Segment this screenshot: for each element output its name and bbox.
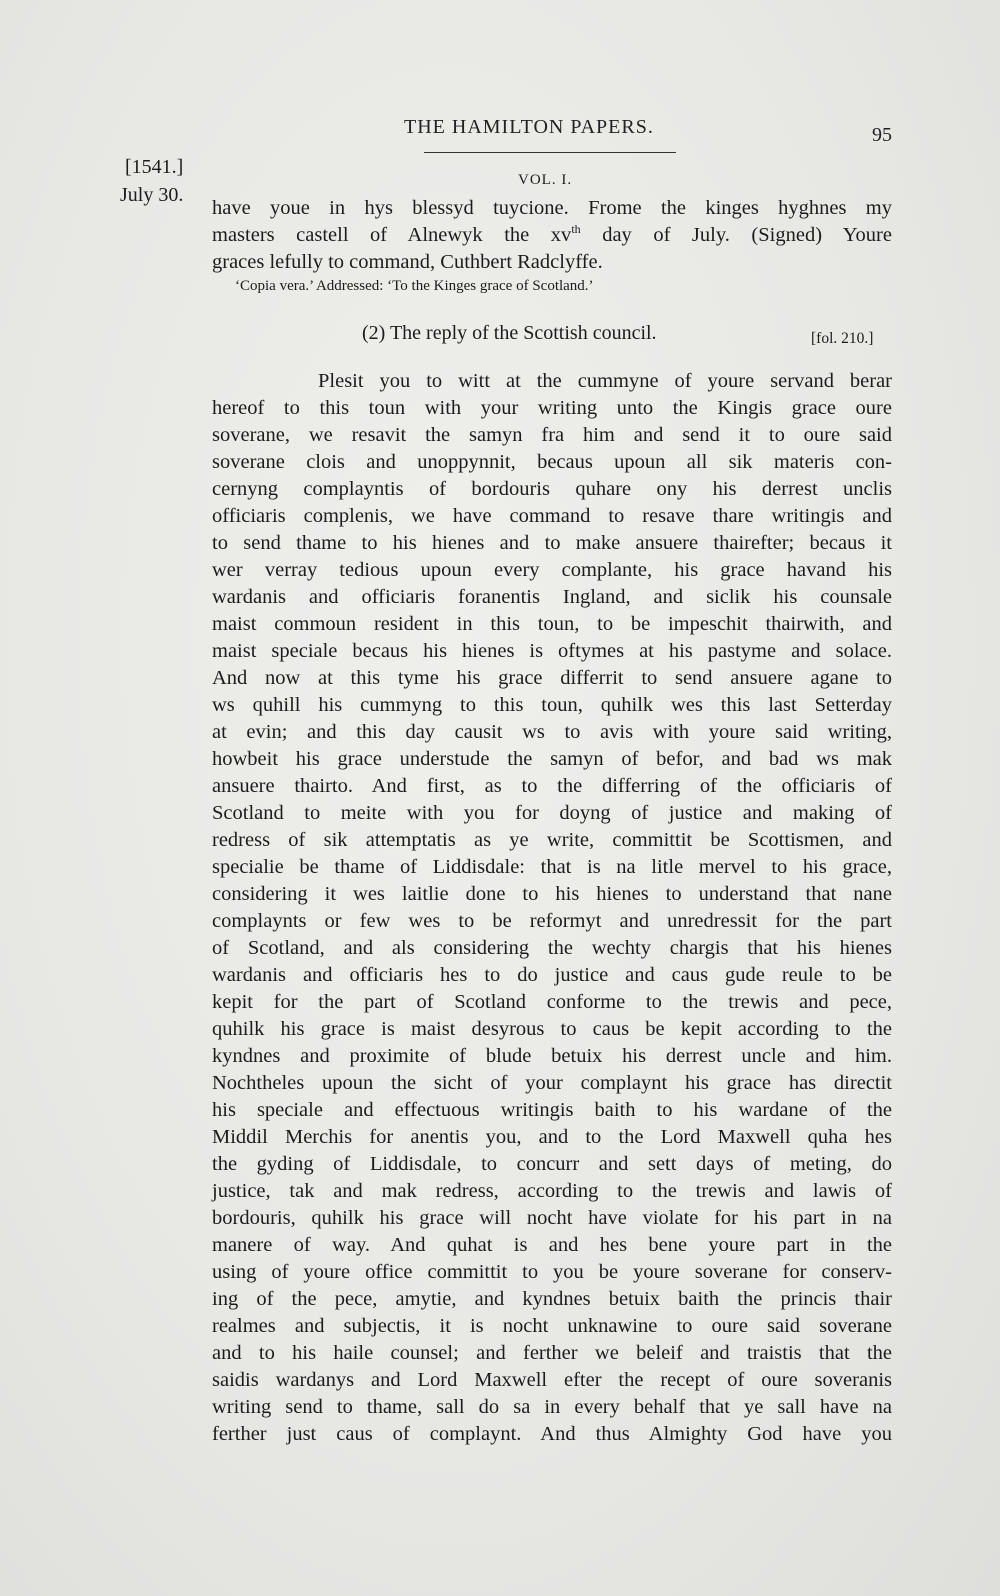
text-line: at evin; and this day causit ws to avis with youre said writing, <box>212 721 892 743</box>
text-line: Nochtheles upoun the sicht of your complaynt his grace has directit <box>212 1072 892 1094</box>
text-line: Middil Merchis for anentis you, and to the Lord Maxwell quha hes <box>212 1126 892 1148</box>
text-line: considering it wes laitlie done to his hienes to understand that nane <box>212 883 892 905</box>
margin-date: July 30. <box>120 184 184 206</box>
text-line: kyndnes and proximite of blude betuix his derrest uncle and him. <box>212 1045 892 1067</box>
text-line: wardanis and officiaris foranentis Ingland, and siclik his counsale <box>212 586 892 608</box>
copy-note: ‘Copia vera.’ Addressed: ‘To the Kinges grace of Scotland.’ <box>235 278 594 294</box>
text-line: Plesit you to witt at the cummyne of youre servand berar <box>318 370 892 392</box>
text-line: using of youre office committit to you be youre soverane for conserv- <box>212 1261 892 1283</box>
text-line: the gyding of Liddisdale, to concurr and sett days of meting, do <box>212 1153 892 1175</box>
text-line: saidis wardanys and Lord Maxwell efter the recept of oure soveranis <box>212 1369 892 1391</box>
text-line: maist speciale becaus his hienes is oftymes at his pastyme and solace. <box>212 640 892 662</box>
text-line: and to his haile counsel; and ferther we beleif and traistis that the <box>212 1342 892 1364</box>
text-segment: masters castell of Alnewyk the xv <box>212 224 572 246</box>
running-title: THE HAMILTON PAPERS. <box>404 116 654 138</box>
text-line: Scotland to meite with you for doyng of justice and making of <box>212 802 892 824</box>
text-line: ing of the pece, amytie, and kyndnes betuix baith the princis thair <box>212 1288 892 1310</box>
text-line: manere of way. And quhat is and hes bene youre part in the <box>212 1234 892 1256</box>
text-line: writing send to thame, sall do sa in every behalf that ye sall have na <box>212 1396 892 1418</box>
text-line: his speciale and effectuous writingis baith to his wardane of the <box>212 1099 892 1121</box>
text-line: bordouris, quhilk his grace will nocht have violate for his part in na <box>212 1207 892 1229</box>
text-line: specialie be thame of Liddisdale: that is na litle mervel to his grace, <box>212 856 892 878</box>
text-line: to send thame to his hienes and to make ansuere thairefter; becaus it <box>212 532 892 554</box>
text-line: justice, tak and mak redress, according to the trewis and lawis of <box>212 1180 892 1202</box>
text-line: soverane clois and unoppynnit, becaus upoun all sik materis con- <box>212 451 892 473</box>
text-line: complaynts or few wes to be reformyt and unredressit for the part <box>212 910 892 932</box>
text-line: redress of sik attemptatis as ye write, committit be Scottismen, and <box>212 829 892 851</box>
text-line <box>212 222 892 249</box>
superscript: th <box>571 222 581 237</box>
text-line: maist commoun resident in this toun, to be impeschit thairwith, and <box>212 613 892 635</box>
text-line: ws quhill his cummyng to this toun, quhilk wes this last Setterday <box>212 694 892 716</box>
text-line: cernyng complayntis of bordouris quhare ony his derrest unclis <box>212 478 892 500</box>
volume-label: VOL. I. <box>518 172 573 188</box>
text-line: of Scotland, and als considering the wechty chargis that his hienes <box>212 937 892 959</box>
folio-reference: [fol. 210.] <box>811 330 874 347</box>
text-line: And now at this tyme his grace differrit to send ansuere agane to <box>212 667 892 689</box>
text-line: realmes and subjectis, it is nocht unknawine to oure said soverane <box>212 1315 892 1337</box>
page-number: 95 <box>872 124 892 146</box>
text-line: wardanis and officiaris hes to do justice and caus gude reule to be <box>212 964 892 986</box>
text-line: hereof to this toun with your writing unto the Kingis grace oure <box>212 397 892 419</box>
text-line: kepit for the part of Scotland conforme to the trewis and pece, <box>212 991 892 1013</box>
text-line: wer verray tedious upoun every complante, his grace havand his <box>212 559 892 581</box>
text-segment: day of July. (Signed) Youre <box>580 224 892 246</box>
text-line: soverane, we resavit the samyn fra him and send it to oure said <box>212 424 892 446</box>
margin-year: [1541.] <box>125 156 184 178</box>
header-rule <box>424 152 676 153</box>
section-heading: (2) The reply of the Scottish council. <box>362 322 657 344</box>
text-line: quhilk his grace is maist desyrous to caus be kepit according to the <box>212 1018 892 1040</box>
text-line: ferther just caus of complaynt. And thus Almighty God have you <box>212 1423 892 1445</box>
letter-closing <box>212 195 892 276</box>
text-line: howbeit his grace understude the samyn of befor, and bad ws mak <box>212 748 892 770</box>
text-line: ansuere thairto. And first, as to the differring of the officiaris of <box>212 775 892 797</box>
text-line: have youe in hys blessyd tuycione. Frome the kinges hyghnes my <box>212 197 892 219</box>
text-line: officiaris complenis, we have command to resave thare writingis and <box>212 505 892 527</box>
text-line: graces lefully to command, Cuthbert Radclyffe. <box>212 251 603 273</box>
council-reply <box>212 368 892 1448</box>
